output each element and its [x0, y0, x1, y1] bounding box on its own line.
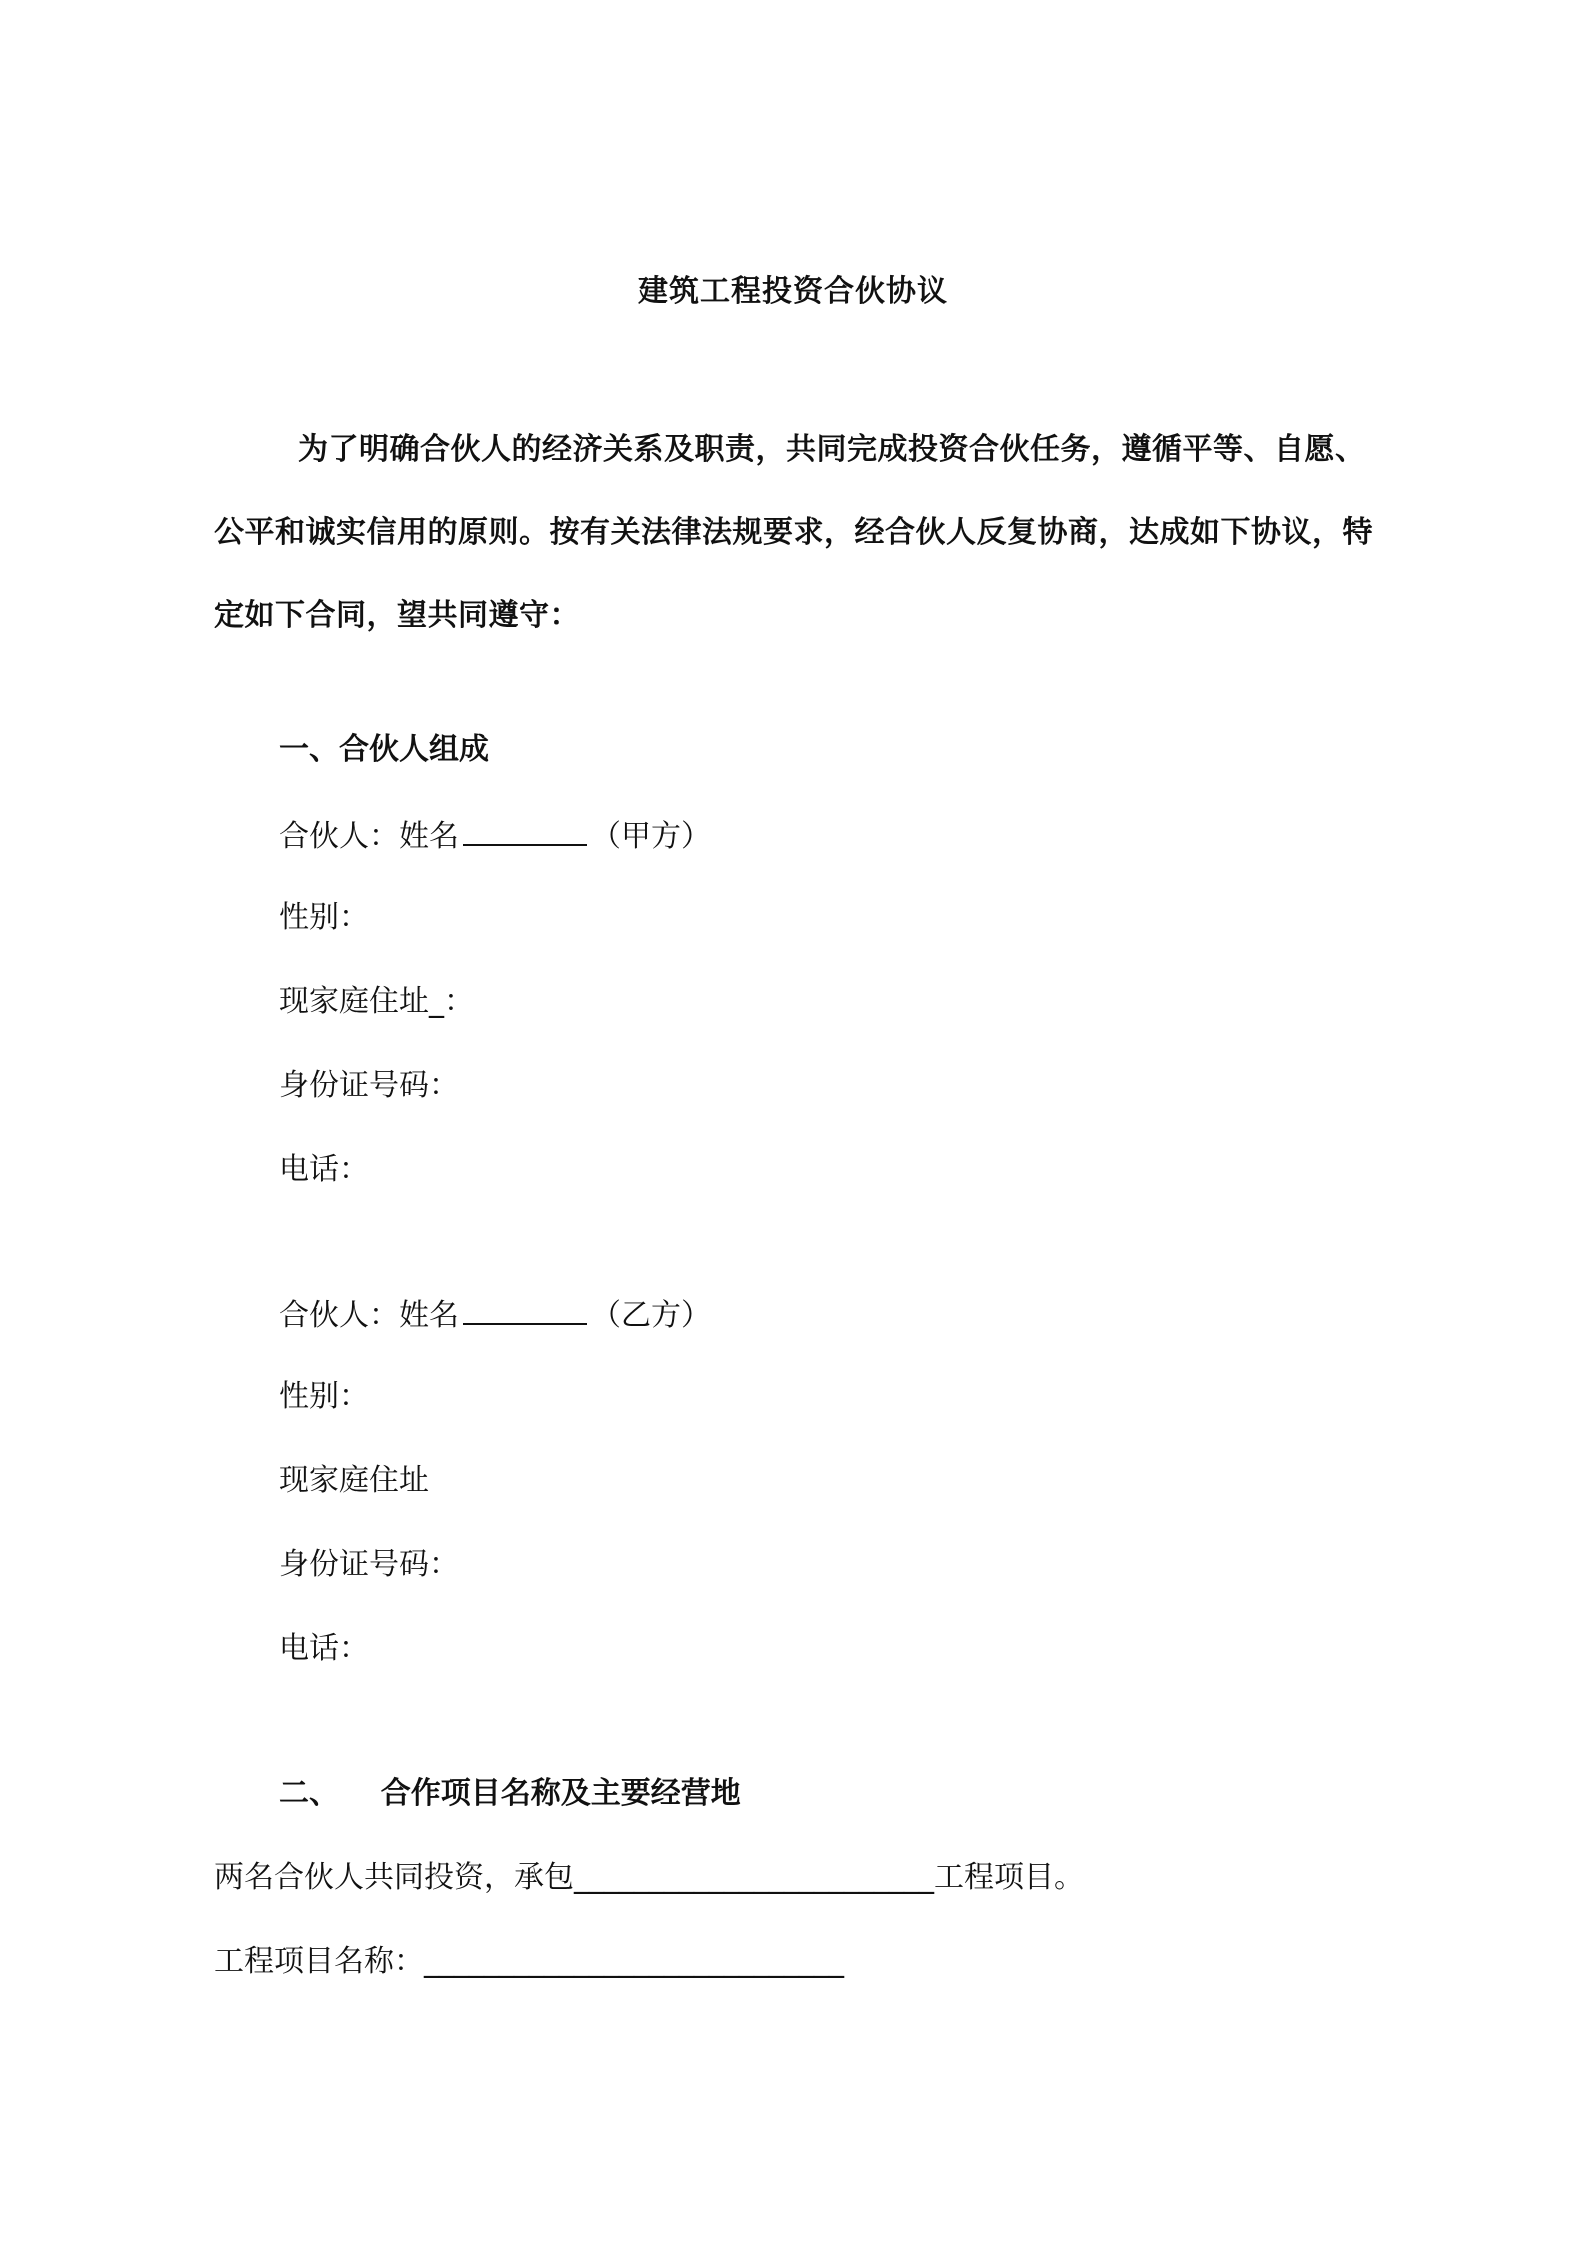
party-b-id-label: 身份证号码：	[279, 1547, 459, 1582]
contract-line-blank[interactable]: ________________________	[574, 1860, 934, 1895]
project-name-blank[interactable]: ____________________________	[424, 1944, 844, 1979]
section-1-heading: 一、合伙人组成	[279, 732, 489, 767]
party-a-id-label: 身份证号码：	[279, 1068, 459, 1103]
party-a-address-label: 现家庭住址	[279, 984, 429, 1019]
party-a-gender-label: 性别：	[279, 900, 369, 935]
party-b-name-line	[279, 1293, 711, 1336]
party-a-name-label: 合伙人：姓名	[279, 819, 459, 854]
party-b-address-label: 现家庭住址	[279, 1463, 429, 1498]
party-a-role: （甲方）	[591, 819, 711, 854]
document-title: 建筑工程投资合伙协议	[638, 274, 948, 309]
party-a-address-tail: _：	[429, 984, 474, 1019]
contract-line	[214, 1858, 1084, 1898]
party-a-address-line	[279, 982, 474, 1022]
project-name-label: 工程项目名称：	[214, 1944, 424, 1979]
section-2-heading: 二、 合作项目名称及主要经营地	[279, 1776, 741, 1811]
party-b-phone-label: 电话：	[279, 1631, 369, 1666]
party-a-phone-label: 电话：	[279, 1152, 369, 1187]
party-b-role: （乙方）	[591, 1298, 711, 1333]
party-b-name-label: 合伙人：姓名	[279, 1298, 459, 1333]
party-a-name-blank[interactable]	[463, 814, 587, 846]
contract-line-prefix: 两名合伙人共同投资，承包	[214, 1860, 574, 1895]
project-name-line	[214, 1942, 844, 1982]
contract-line-suffix: 工程项目。	[934, 1860, 1084, 1895]
party-a-name-line	[279, 814, 711, 857]
intro-paragraph: 为了明确合伙人的经济关系及职责，共同完成投资合伙任务，遵循平等、自愿、公平和诚实信用的原则。按有关法律法规要求，经合伙人反复协商，达成如下协议，特定如下合同，望共同遵守：	[214, 432, 1373, 633]
party-b-name-blank[interactable]	[463, 1293, 587, 1325]
party-b-gender-label: 性别：	[279, 1379, 369, 1414]
